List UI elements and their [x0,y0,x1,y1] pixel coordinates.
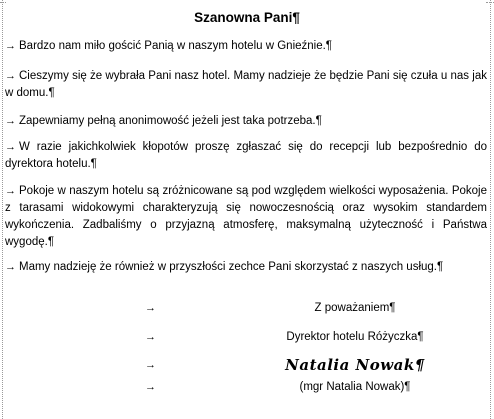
tab-arrow-icon: → [5,141,16,153]
paragraph-glad[interactable] [5,68,487,102]
handwritten-signature: Natalia Nowak¶ [285,356,425,374]
closing-position: Dyrektor hotelu Różyczka¶ [286,331,424,343]
letter-title[interactable]: Szanowna Pani¶ [194,10,300,25]
paragraph-text: Zapewniamy pełną anonimowość jeżeli jest taka potrzeba.¶ [19,115,322,127]
paragraph-text: Cieszymy się że wybrała Pani nasz hotel. Mamy nadzieje że będzie Pani się czuła u nas jak w domu.¶ [5,70,487,99]
paragraph-text: W razie jakichkolwiek kłopotów proszę zgłaszać się do recepcji lub bezpośrednio do dyrektora hotelu.¶ [5,141,487,170]
paragraph-future[interactable] [5,259,487,276]
paragraph-welcome[interactable] [5,38,487,55]
tab-arrow-icon: → [145,359,156,371]
closing-name-line[interactable] [0,381,494,397]
tab-arrow-icon: → [5,70,16,82]
paragraph-anonymity[interactable] [5,113,487,130]
closing-signature-line[interactable] [0,356,494,376]
tab-arrow-icon: → [5,40,16,52]
paragraph-text: Pokoje w naszym hotelu są zróżnicowane są pod względem wielkości wyposażenia. Pokoje z tarasami widokowymi charakteryzują się nowoczesnością oraz wysokim standardem wykończenia. Zadbaliśmy o przyjazną atmosferę, maksymalną użyteczność i Państwa wygodę.¶ [5,185,487,248]
closing-regards: Z poważaniem¶ [314,302,396,314]
closing-regards-line[interactable] [0,302,494,318]
tab-arrow-icon: → [145,331,156,343]
closing-name: (mgr Natalia Nowak)¶ [299,381,411,393]
top-left-margin-guide [0,2,6,3]
closing-position-line[interactable] [0,331,494,347]
paragraph-text: Mamy nadzieję że również w przyszłości zechce Pani skorzystać z naszych usług.¶ [19,261,444,273]
paragraph-text: Bardzo nam miło gościć Panią w naszym hotelu w Gnieźnie.¶ [19,40,332,52]
tab-arrow-icon: → [5,185,16,197]
tab-arrow-icon: → [145,381,156,393]
paragraph-problems[interactable] [5,139,487,173]
tab-arrow-icon: → [145,302,156,314]
tab-arrow-icon: → [5,115,16,127]
paragraph-rooms[interactable] [5,183,487,251]
tab-arrow-icon: → [5,261,16,273]
top-right-margin-guide [486,2,494,3]
